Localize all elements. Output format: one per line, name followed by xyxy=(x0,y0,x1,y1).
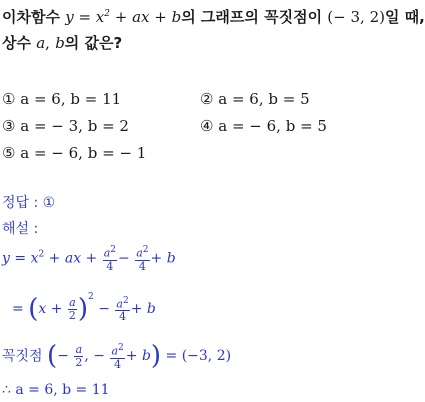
option-text: a = − 3, b = 2 xyxy=(20,117,129,135)
option-number: ③ xyxy=(2,117,16,135)
explanation-vertex: 꼭짓점 (− $\frac{a}{2}$ , − $\frac{a^2}{4}$ + b) = (−3, 2) xyxy=(2,341,232,372)
answer-value: ① xyxy=(42,195,56,211)
option-3[interactable] xyxy=(2,117,129,135)
variable-a: a xyxy=(36,34,46,52)
question-text: 상수 xyxy=(2,34,31,52)
option-number: ④ xyxy=(200,117,214,135)
explanation-step-1: $y = x^2$ + ax + $\frac{a^2}{4}$ − $\frac{a^2}{4}$ + b xyxy=(2,245,176,273)
option-text: a = − 6, b = − 1 xyxy=(20,144,147,162)
question-text: 의 그래프의 꼭짓점이 xyxy=(181,8,323,26)
option-text: a = 6, b = 5 xyxy=(218,90,310,108)
fraction: $\frac{a^2}{4}$ xyxy=(136,245,149,273)
answer-label: 정답 : xyxy=(2,195,39,211)
option-5[interactable] xyxy=(2,144,146,162)
vertex-coordinates: (− 3, 2) xyxy=(327,8,385,26)
option-number: ② xyxy=(200,90,214,108)
variable-b: b xyxy=(55,34,65,52)
vertex-label: 꼭짓점 xyxy=(2,348,43,365)
function-expression: $y = x^2$ + ax + b xyxy=(65,8,182,26)
fraction: $\frac{a^2}{4}$ xyxy=(103,245,117,273)
explanation-label: 해설 : xyxy=(2,221,39,237)
option-4[interactable] xyxy=(200,117,327,135)
option-text: a = 6, b = 11 xyxy=(20,90,122,108)
fraction: $\frac{a^2}{4}$ xyxy=(116,295,129,324)
option-2[interactable] xyxy=(200,90,310,108)
explanation-conclusion: ∴ a = 6, b = 11 xyxy=(2,382,110,398)
question-text: 이차함수 xyxy=(2,8,60,26)
option-text: a = − 6, b = 5 xyxy=(218,117,327,135)
question-line-2: 상수 a, b의 값은? xyxy=(2,34,123,52)
fraction: $\frac{a}{2}$ xyxy=(68,295,76,322)
option-number: ① xyxy=(2,90,16,108)
fraction: $\frac{a^2}{4}$ xyxy=(111,343,124,371)
question-text: 의 값은? xyxy=(64,34,123,52)
question-line-1 xyxy=(2,6,425,27)
option-number: ⑤ xyxy=(2,144,16,162)
answer-line xyxy=(2,192,55,212)
question-text: 일 때, xyxy=(384,8,425,26)
explanation-step-2: = (x + $\frac{a}{2}$ )$^2$ − $\frac{a^2}{4}$ + b xyxy=(12,292,156,324)
fraction: $\frac{a}{2}$ xyxy=(75,342,83,369)
option-1[interactable] xyxy=(2,90,121,108)
